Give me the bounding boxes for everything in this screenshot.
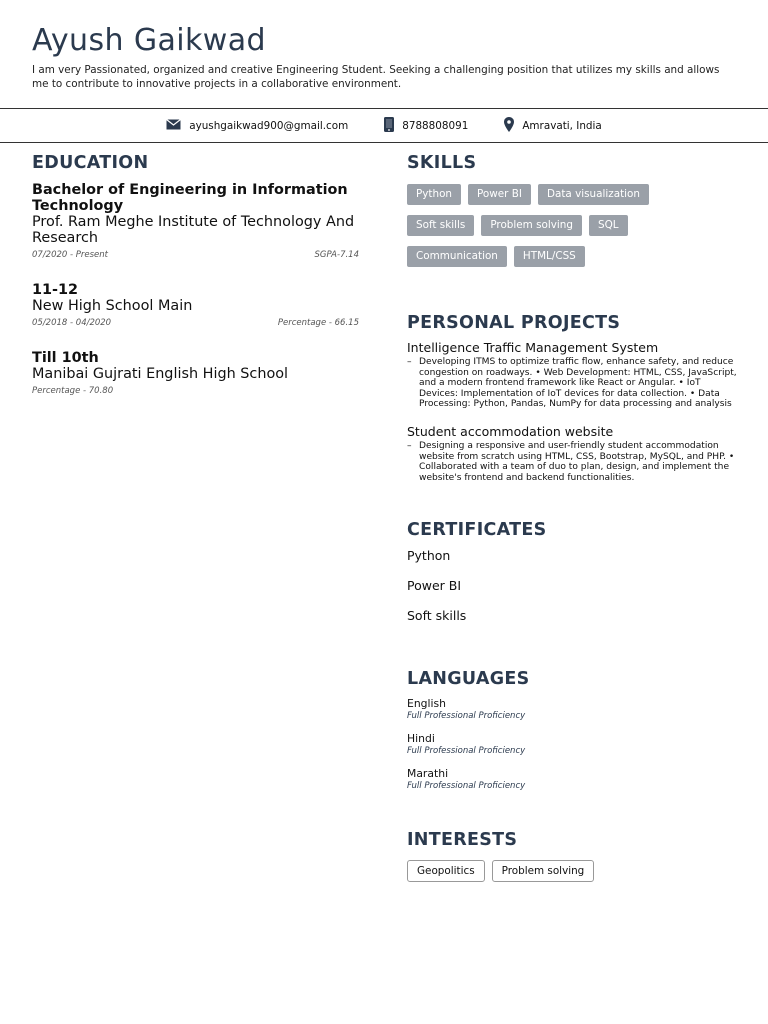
language-name: English (407, 697, 446, 711)
language-item (407, 732, 583, 757)
project-description: Developing ITMS to optimize traffic flow, enhance safety, and reduce congestion on roadways. • Web Development: HTML, CSS, JavaScript, and a modern frontend framework like React or Angular. • IoT Devices: Implementation of IoT devices for data collection. • Data Processing: Python, Pandas, NumPy for data processing and analysis (419, 357, 737, 410)
profile-summary: I am very Passionated, organized and creative Engineering Student. Seeking a challenging position that utilizes my skills and allows me to contribute to innovative projects in a collaborative environment. (32, 64, 720, 90)
education-dates: 05/2018 - 04/2020 (32, 318, 112, 328)
skill-tag: Python (407, 184, 461, 205)
email-text: ayushgaikwad900@gmail.com (189, 119, 349, 132)
projects-heading: PERSONAL PROJECTS (407, 313, 621, 333)
education-heading: EDUCATION (32, 153, 149, 173)
project-title: Intelligence Traffic Management System (407, 340, 659, 355)
certificate-item: Python (407, 548, 451, 564)
phone-text: 8788808091 (402, 119, 469, 132)
project-body (407, 357, 737, 410)
skill-tag: Power BI (468, 184, 531, 205)
dash-bullet: – (407, 440, 412, 451)
skills-heading: SKILLS (407, 153, 477, 173)
education-item (32, 282, 359, 328)
education-school: New High School Main (32, 298, 193, 314)
skills-list (407, 184, 707, 277)
resume-header (32, 22, 737, 91)
phone-icon (384, 117, 402, 135)
certificates-heading: CERTIFICATES (407, 520, 547, 541)
dash-bullet: – (407, 357, 412, 367)
skill-tag: Communication (407, 246, 507, 267)
contact-email[interactable] (166, 119, 348, 133)
language-level: Full Professional Proficiency (407, 746, 526, 757)
education-degree: Till 10th (32, 350, 99, 366)
education-school: Manibai Gujrati English High School (32, 366, 289, 382)
language-item (407, 767, 583, 792)
interests-heading: INTERESTS (407, 830, 518, 851)
skill-tag: Soft skills (407, 215, 474, 236)
education-dates: Percentage - 70.80 (32, 386, 114, 396)
education-meta (32, 250, 359, 260)
interest-tag: Geopolitics (407, 860, 485, 882)
education-dates: 07/2020 - Present (32, 250, 109, 260)
education-school: Prof. Ram Meghe Institute of Technology And Research (32, 214, 355, 246)
contact-location (504, 117, 601, 135)
language-name: Marathi (407, 767, 449, 781)
skill-tag: Problem solving (481, 215, 582, 236)
contact-bar (0, 108, 768, 143)
envelope-icon (166, 119, 189, 133)
languages-list (407, 697, 737, 802)
project-description: Designing a responsive and user-friendly student accommodation website from scratch using HTML, CSS, Bootstrap, MySQL, and PHP. • Collaborated with a team of duo to plan, design, and implement the website's frontend and backend functionalities. (419, 440, 735, 483)
language-item (407, 697, 583, 722)
education-meta (32, 386, 359, 396)
project-title: Student accommodation website (407, 423, 614, 439)
certificate-item: Power BI (407, 578, 462, 594)
skill-tag: SQL (589, 215, 628, 236)
certificate-item: Soft skills (407, 608, 467, 624)
project-item (407, 424, 737, 483)
education-degree: Bachelor of Engineering in Information Technology (32, 182, 348, 214)
project-body (407, 441, 737, 483)
interests-list (407, 860, 737, 882)
candidate-name: Ayush Gaikwad (32, 23, 266, 58)
languages-heading: LANGUAGES (407, 669, 530, 690)
location-text: Amravati, India (522, 119, 602, 132)
location-pin-icon (504, 117, 522, 135)
education-meta (32, 318, 359, 328)
project-item (407, 340, 737, 410)
language-level: Full Professional Proficiency (407, 711, 526, 722)
education-score: Percentage - 66.15 (277, 318, 359, 328)
skill-tag: Data visualization (538, 184, 649, 205)
education-item (32, 350, 359, 396)
right-column (407, 153, 737, 882)
skill-tag: HTML/CSS (514, 246, 585, 267)
certificates-list (407, 548, 737, 638)
education-score: SGPA-7.14 (314, 250, 359, 260)
language-name: Hindi (407, 732, 435, 746)
education-item (32, 182, 359, 260)
interest-tag: Problem solving (492, 860, 595, 882)
left-column (32, 153, 359, 396)
education-degree: 11-12 (32, 282, 79, 298)
contact-phone[interactable] (384, 117, 468, 135)
language-level: Full Professional Proficiency (407, 781, 526, 792)
